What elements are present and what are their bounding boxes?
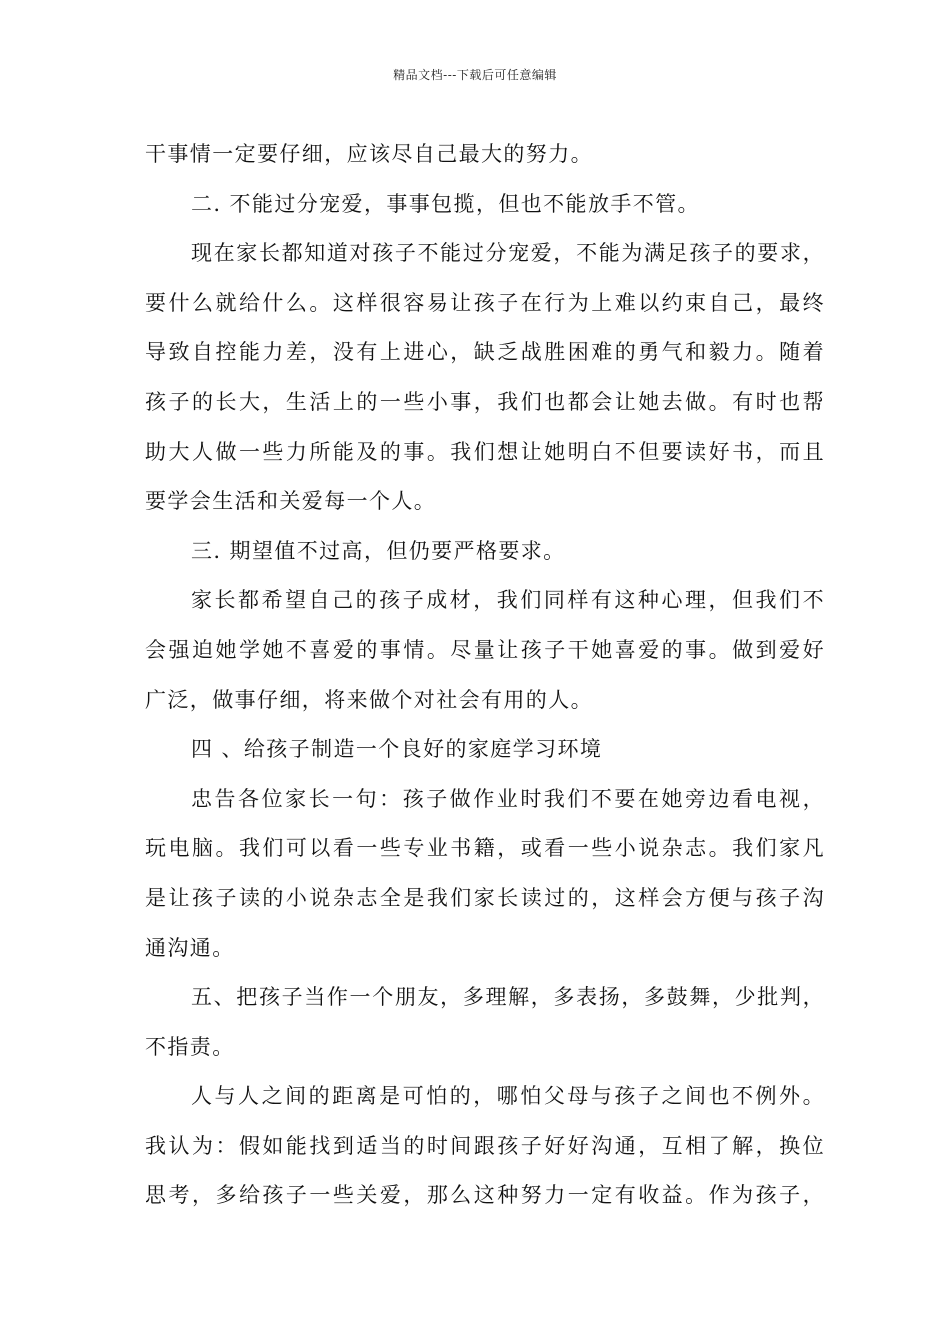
paragraph-line: 助大人做一些力所能及的事。我们想让她明白不但要读好书，而且 xyxy=(145,439,825,464)
paragraph-line: 玩电脑。我们可以看一些专业书籍，或看一些小说杂志。我们家凡 xyxy=(145,836,825,861)
paragraph-line: 广泛，做事仔细，将来做个对社会有用的人。 xyxy=(145,687,593,712)
paragraph-line: 是让孩子读的小说杂志全是我们家长读过的，这样会方便与孩子沟 xyxy=(145,885,825,910)
paragraph-line: 家长都希望自己的孩子成材，我们同样有这种心理，但我们不 xyxy=(191,588,825,613)
paragraph-line: 不指责。 xyxy=(145,1034,235,1059)
page-header: 精品文档---下载后可任意编辑 xyxy=(393,68,557,82)
paragraph-line: 通沟通。 xyxy=(145,935,235,960)
section-heading-3: 三. 期望值不过高，但仍要严格要求。 xyxy=(191,538,566,563)
paragraph-line: 要学会生活和关爱每一个人。 xyxy=(145,489,437,514)
paragraph-line: 孩子的长大，生活上的一些小事，我们也都会让她去做。有时也帮 xyxy=(145,389,825,414)
section-heading-2: 二. 不能过分宠爱，事事包揽，但也不能放手不管。 xyxy=(191,191,700,216)
paragraph-line: 现在家长都知道对孩子不能过分宠爱，不能为满足孩子的要求， xyxy=(191,241,825,266)
paragraph-line: 会强迫她学她不喜爱的事情。尽量让孩子干她喜爱的事。做到爱好 xyxy=(145,637,825,662)
paragraph-line: 导致自控能力差，没有上进心，缺乏战胜困难的勇气和毅力。随着 xyxy=(145,340,825,365)
section-heading-5: 五、把孩子当作一个朋友，多理解，多表扬，多鼓舞，少批判， xyxy=(191,985,825,1010)
section-heading-4: 四 、给孩子制造一个良好的家庭学习环境 xyxy=(191,737,603,762)
document-body xyxy=(145,130,825,1221)
paragraph-line: 要什么就给什么。这样很容易让孩子在行为上难以约束自己，最终 xyxy=(145,290,825,315)
paragraph-line: 人与人之间的距离是可怕的，哪怕父母与孩子之间也不例外。 xyxy=(191,1084,825,1109)
text-line: 干事情一定要仔细，应该尽自己最大的努力。 xyxy=(145,142,593,166)
paragraph-line: 思考，多给孩子一些关爱，那么这种努力一定有收益。作为孩子， xyxy=(145,1183,825,1208)
paragraph-line: 忠告各位家长一句：孩子做作业时我们不要在她旁边看电视， xyxy=(191,786,825,811)
paragraph-line: 我认为：假如能找到适当的时间跟孩子好好沟通，互相了解，换位 xyxy=(145,1133,825,1158)
